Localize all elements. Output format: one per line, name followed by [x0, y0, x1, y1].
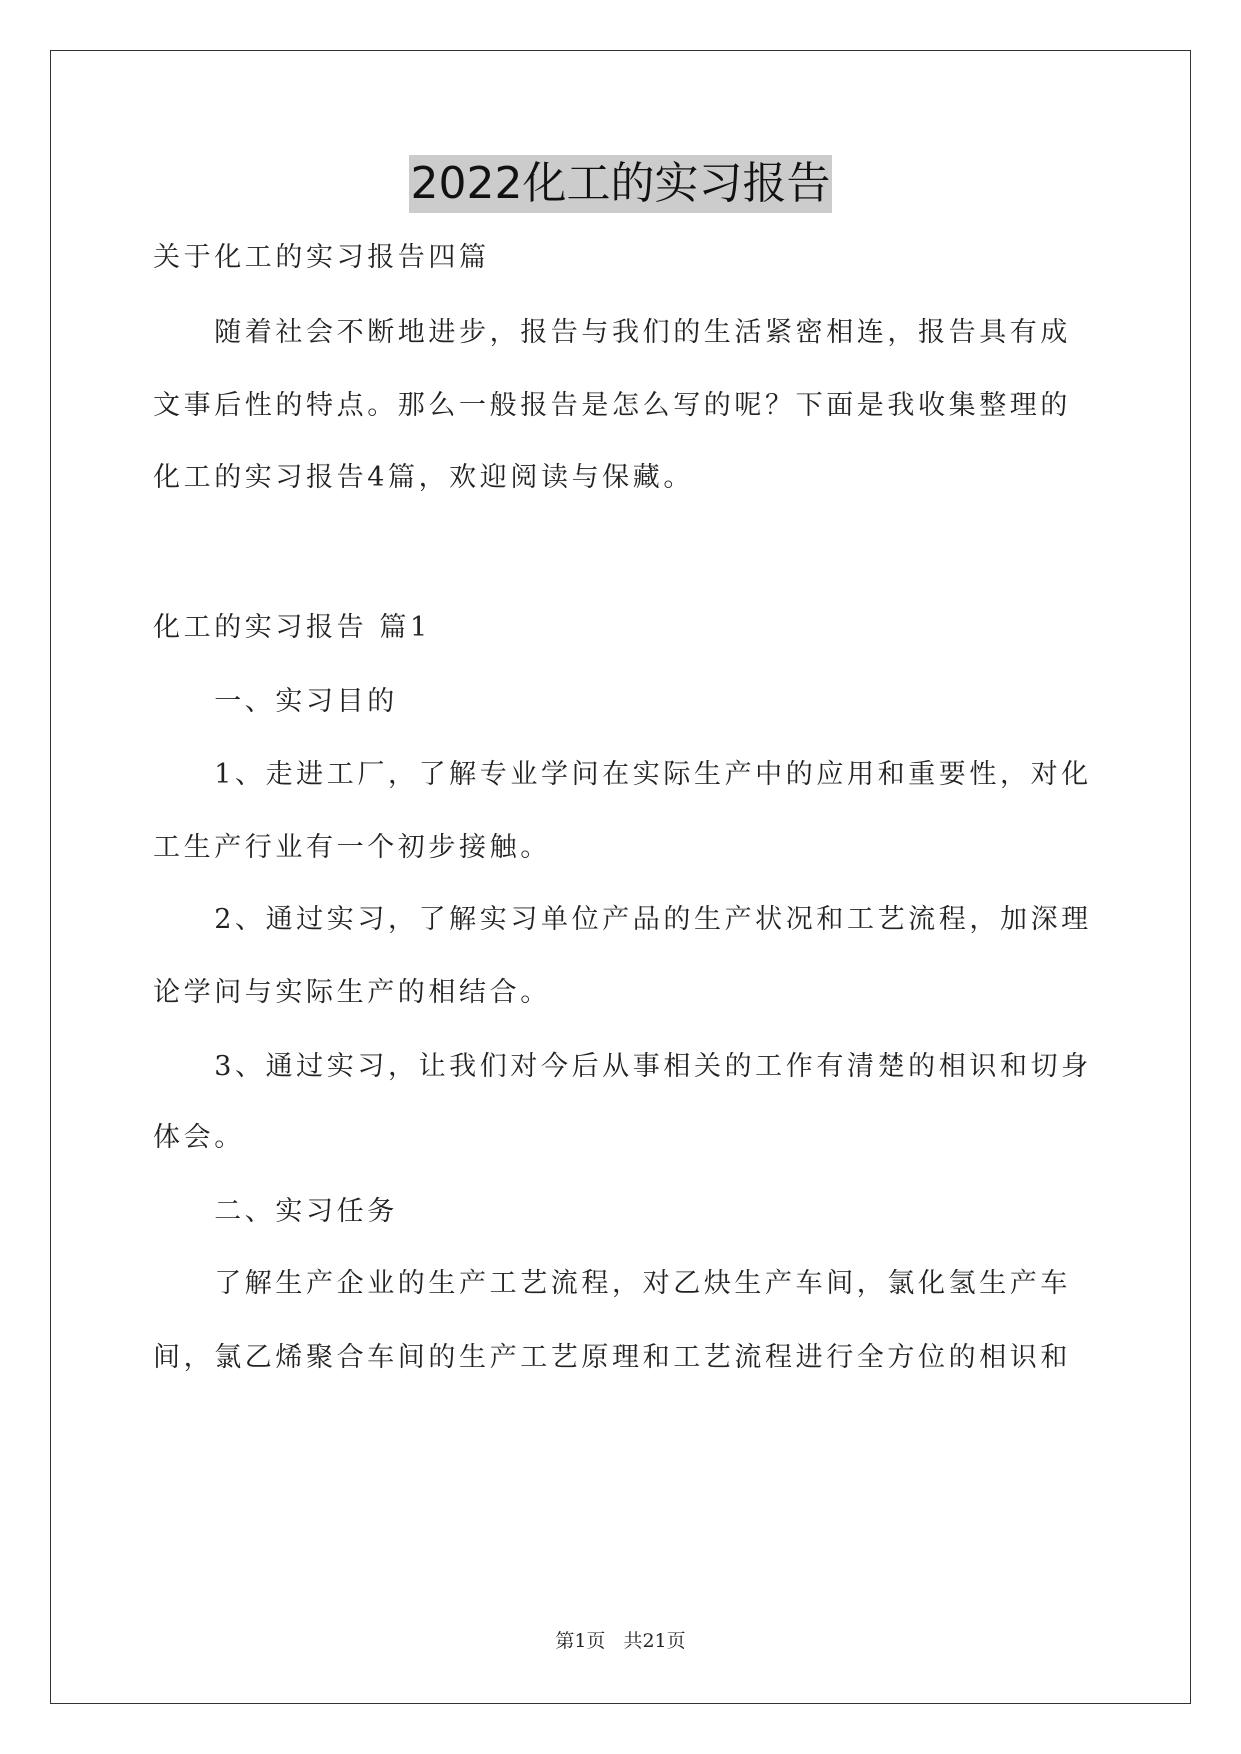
text-line: 1、走进工厂，了解专业学问在实际生产中的应用和重要性，对化 — [153, 759, 1092, 790]
text-line: 论学问与实际生产的相结合。 — [153, 977, 551, 1008]
page-footer — [0, 1628, 1241, 1654]
text-line: 工生产行业有一个初步接触。 — [153, 832, 551, 863]
text-line: 一、实习目的 — [153, 686, 398, 717]
page-total: 共21页 — [623, 1630, 686, 1652]
section-heading: 化工的实习报告 篇1 — [153, 612, 431, 643]
text-line: 体会。 — [153, 1122, 245, 1153]
text-line: 二、实习任务 — [153, 1196, 398, 1227]
text-line: 3、通过实习，让我们对今后从事相关的工作有清楚的相识和切身 — [153, 1051, 1092, 1082]
page-border — [50, 50, 1191, 1704]
document-title: 2022化工的实习报告 — [409, 155, 833, 213]
title-container — [0, 155, 1241, 213]
text-line: 了解生产企业的生产工艺流程，对乙炔生产车间，氯化氢生产车 — [153, 1268, 1071, 1299]
text-line: 随着社会不断地进步，报告与我们的生活紧密相连，报告具有成 — [153, 317, 1071, 348]
text-line: 化工的实习报告4篇，欢迎阅读与保藏。 — [153, 462, 694, 493]
text-line: 间，氯乙烯聚合车间的生产工艺原理和工艺流程进行全方位的相识和 — [153, 1342, 1071, 1373]
text-line: 关于化工的实习报告四篇 — [153, 242, 490, 273]
page-number: 第1页 — [555, 1630, 606, 1652]
text-line: 2、通过实习，了解实习单位产品的生产状况和工艺流程，加深理 — [153, 904, 1092, 935]
text-line: 文事后性的特点。那么一般报告是怎么写的呢？下面是我收集整理的 — [153, 390, 1071, 421]
